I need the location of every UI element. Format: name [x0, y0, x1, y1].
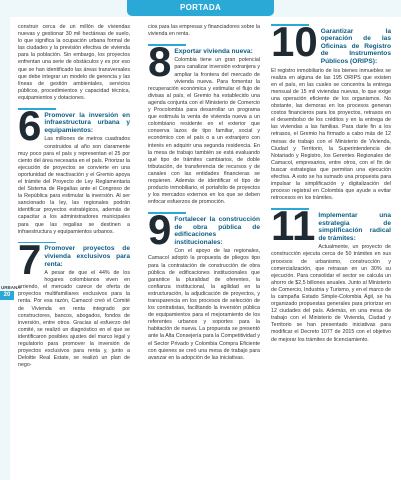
item-number: 6: [18, 102, 42, 150]
item-number: 11: [271, 202, 316, 250]
item-10: [271, 18, 391, 202]
item-heading: Exportar vivienda nueva:: [148, 44, 260, 55]
col1-intro: [18, 24, 130, 102]
item-7: [18, 235, 130, 370]
item-body: Colombia tiene un gran potencial para canalizar inversión extranjera y ampliar la frontera del mercado de vivienda nueva. Para fomentar la recuperación económica y estimular el flujo de divisas al país, el Gremio ha establecido una agenda conjunta con el Ministerio de Comercio y Procolombia para desarrollar un programa que estimula la venta de vivienda nueva a un colombiano residente en el exterior que conserva lazos de tipo familiar, social y económico con el país o a un extranjero con interés en adquirir una segunda residencia. En la mesa de trabajo también se está evaluando qué tipo de trámites cambiarios, de doble tributación, de transferencia de recursos y de canales con las entidades financieras se requieren. Además de identificar el tipo de producto inmobiliario, el portafolio de proyectos y los mercados externos en los que se deben enfocar esfuerzos de promoción.: [148, 57, 260, 206]
page-number: 20: [0, 291, 14, 300]
item-body: A pesar de que el 44% de los hogares colombianos viven en arriendo, el mercado carece de oferta de proyectos multifamiliares exclusivos para la renta. Por esa razón, Camacol creó el Comité de Vivienda en renta integrado por constructores, bancos, abogados, fondos de inversión, entre otros. Gracias al esfuerzo del comité, se realizó un diagnóstico en el que se identificaron posibles ajustes del marco legal y regulatorio para promover la inversión de proyectos exclusivos para renta y, junto a Deloitte Real Estate, se realizó un plan de nego-: [18, 270, 130, 369]
section-label: URBANA: [1, 285, 21, 290]
intro-text: construir cerca de un millón de viviendas nuevas y gestionar 30 mil hectáreas de suelo, lo que significa la ocupación urbana formal de las ciudades y la previsión efectiva de vivienda para la población. Sin embargo, los proyectos enfrentan una serie de obstáculos y es por eso que se han identificado las áreas transversales que debe integrar un modelo de gerencia y las líneas de gestión ambientales, servicios públicos, procedimientos y capacidad técnica, equipamientos y dotaciones.: [18, 24, 130, 101]
item-heading: Promover proyectos de vivienda exclusivos para renta:: [18, 242, 130, 268]
item-heading: Garantizar la operación de las Oficinas de Registro de Instrumentos Públicos (ORIPS):: [271, 24, 391, 66]
intro-text: cios para las empresas y financiadores sobre la vivienda en renta.: [148, 24, 260, 38]
item-body: Con el apoyo de las regionales, Camacol adoptó la propuesta de pliegos tipo para la contratación de construcción de obra pública de edificaciones institucionales que garantice la pluralidad de oferentes, la confianza institucional, la agilidad en la estructuración, la adjudicación de proyectos, y transparencia en los procesos de selección de los contratistas, facilitando la inversión pública de equipamientos para el mejoramiento de los referentes urbanos y soportes para la habitación de nueva. La propuesta se presentó ante la Alta Consejería para la Competitividad y el Sector Privado y Colombia Compra Eficiente con quienes se creó una mesa de trabajo para avanzar en la adopción de las iniciativas.: [148, 248, 260, 361]
item-9: [148, 206, 260, 361]
item-heading: Fortalecer la construcción de obra pública de edificaciones institucionales:: [148, 212, 260, 246]
item-number: 8: [148, 38, 172, 86]
item-number: 9: [148, 206, 172, 254]
item-body: Actualmente, un proyecto de construcción ejecuta cerca de 50 trámites en sus procesos de urbanismo, construcción y comercialización, que retrasan en un 30% su ejecución. Para consolidar el sector se calcula un ahorro de $2,5 billones anuales. Junto al Ministerio de Comercio, Industria y Turismo, y en el marco de la campaña Estado Simple-Colombia Ágil, se ha organizado propuestas generales para priorizar en 12 ciudades del país. Además, en una mesa de trabajo con el Ministerio de Vivienda, Ciudad y Territorio se han presentado iniciativas para modificar el Decreto 1077 de 2015 con el objetivo de mejorar los trámites de licenciamiento.: [271, 244, 391, 343]
section-page-tag: [0, 285, 21, 300]
col2-intro: [148, 24, 260, 38]
item-11: [271, 202, 391, 343]
top-bar: [0, 0, 401, 17]
item-body: El registro inmobiliario de los bienes inmuebles se realiza en alguna de las 195 ORIPS que existen en el país, en las cuales se concentra la entrega mensual de 15 mil viviendas nuevas, lo que exige una operación eficiente de los organismos. No obstante, las demoras en los procesos generan costos financieros para los proyectos, retrasos en el desembolso de los créditos y en la entrega de las viviendas a las familias. Para darle fin a los retrasos, el Gremio ha firmado a cabo más de 12 mesas de trabajo con el Ministerio de Vivienda, Ciudad y Territorio, la Superintendencia de Notariado y Registro, los Gerentes Regionales de Camacol, empresarios, entre otros, con el fin de buscar estrategias que permitan una ejecución efectiva. A esto se ha sumado una propuesta para impulsar la simplificación y digitalización del proceso registral en Colombia que ayude a evitar retrocesos en los trámites.: [271, 67, 391, 202]
left-sidebar: [0, 17, 10, 480]
item-6: [18, 102, 130, 236]
column-1: [18, 24, 130, 369]
item-number: 7: [18, 235, 42, 283]
item-heading: Promover la inversión en infraestructura urbana y equipamientos:: [18, 108, 130, 134]
item-number: 10: [271, 18, 318, 65]
item-heading: Implementar una estrategia de simplificación radical de trámites:: [271, 208, 391, 242]
column-2: [148, 24, 260, 362]
column-3: [271, 18, 391, 344]
item-body: Las millones de metros cuadrados construidos al año son claramente muy poco para el país y representan el 25 por ciento del área necesaria en el país. Priorizar la ejecución de proyectos se convierte en una oportunidad de reactivación y el Gremio apoya el trámite del Proyecto de Ley Reglamentaria del Sistema de Regalías ante el Congreso de la República para estimular la inversión. Al ser sancionado la ley, las regionales podrán identificar proyectos estratégicos, además de capacitar a los administradores municipales para que las regalías se destinen a infraestructura y equipamientos urbanos.: [18, 136, 130, 235]
section-tab: PORTADA: [127, 0, 274, 16]
item-8: [148, 38, 260, 206]
